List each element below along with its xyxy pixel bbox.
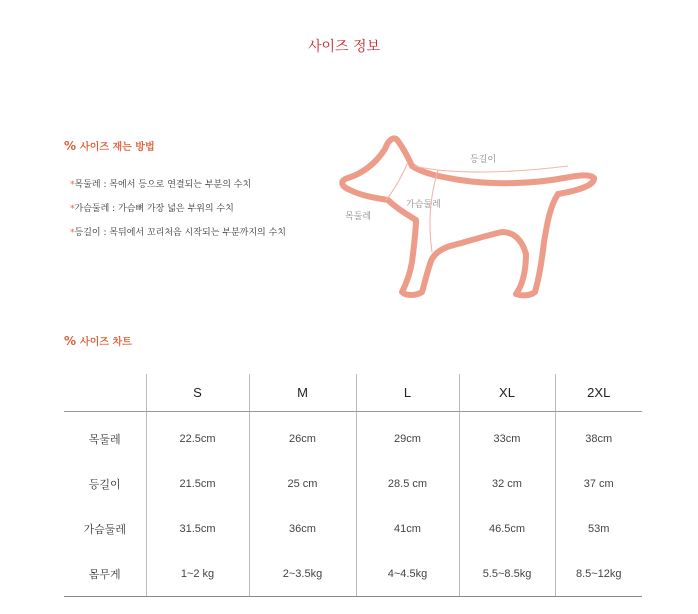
column-header-xl: XL bbox=[459, 374, 555, 412]
table-cell: 8.5~12kg bbox=[555, 551, 642, 597]
page-title: 사이즈 정보 bbox=[307, 39, 381, 55]
table-cell: 29cm bbox=[356, 412, 459, 462]
chest-label: 가슴둘레 bbox=[406, 200, 441, 210]
table-cell: 32 cm bbox=[459, 461, 555, 506]
bullet-star: * bbox=[70, 204, 75, 214]
row-label: 등길이 bbox=[88, 477, 121, 491]
table-cell: 26cm bbox=[249, 412, 356, 462]
table-cell: 53m bbox=[555, 506, 642, 551]
chart-section-heading bbox=[64, 333, 132, 348]
measure-heading-label: 사이즈 재는 방법 bbox=[80, 142, 155, 153]
chart-heading-label: 사이즈 차트 bbox=[80, 337, 132, 348]
table-cell: 28.5 cm bbox=[356, 461, 459, 506]
table-cell: 2~3.5kg bbox=[249, 551, 356, 597]
table-cell: 25 cm bbox=[249, 461, 356, 506]
bullet-star: * bbox=[70, 180, 75, 190]
table-cell: 31.5cm bbox=[146, 506, 249, 551]
column-header-2xl: 2XL bbox=[555, 374, 642, 412]
column-header-s: S bbox=[146, 374, 249, 412]
table-row bbox=[64, 551, 642, 597]
table-cell: 1~2 kg bbox=[146, 551, 249, 597]
percent-icon: % bbox=[64, 138, 76, 153]
neck-label: 목둘레 bbox=[345, 212, 372, 222]
table-cell: 21.5cm bbox=[146, 461, 249, 506]
row-label: 몸무게 bbox=[64, 551, 146, 597]
row-label: 목둘레 bbox=[88, 432, 121, 446]
back-length-label: 등길이 bbox=[470, 155, 497, 165]
instruction-text: 가슴둘레 : 가슴뼈 가장 넓은 부위의 수치 bbox=[74, 204, 234, 214]
table-cell: 4~4.5kg bbox=[356, 551, 459, 597]
row-label: 가슴둘레 bbox=[83, 522, 126, 536]
table-cell: 22.5cm bbox=[146, 412, 249, 462]
table-row bbox=[64, 412, 642, 462]
bullet-star: * bbox=[70, 228, 75, 238]
table-row bbox=[64, 461, 642, 506]
table-cell: 33cm bbox=[459, 412, 555, 462]
table-header-row bbox=[64, 374, 642, 412]
neck-line bbox=[386, 162, 408, 200]
table-cell: 38cm bbox=[555, 412, 642, 462]
list-item bbox=[70, 224, 286, 248]
size-chart-table bbox=[64, 374, 642, 597]
table-cell: 5.5~8.5kg bbox=[459, 551, 555, 597]
column-header-m: M bbox=[249, 374, 356, 412]
measure-instructions bbox=[70, 176, 286, 248]
table-row bbox=[64, 506, 642, 551]
dog-measurement-diagram bbox=[332, 128, 602, 304]
dog-outline bbox=[342, 138, 594, 295]
chest-line bbox=[430, 170, 438, 252]
table-cell: 46.5cm bbox=[459, 506, 555, 551]
table-cell: 36cm bbox=[249, 506, 356, 551]
table-cell: 37 cm bbox=[555, 461, 642, 506]
instruction-text: 등길이 : 목뒤에서 꼬리처음 시작되는 부분까지의 수치 bbox=[74, 228, 286, 238]
instruction-text: 목둘레 : 목에서 등으로 연결되는 부분의 수치 bbox=[74, 180, 252, 190]
list-item bbox=[70, 200, 286, 224]
measure-section-heading bbox=[64, 138, 155, 153]
column-header-l: L bbox=[356, 374, 459, 412]
list-item bbox=[70, 176, 286, 200]
table-cell: 41cm bbox=[356, 506, 459, 551]
percent-icon: % bbox=[64, 333, 76, 348]
column-header-blank bbox=[64, 374, 146, 412]
